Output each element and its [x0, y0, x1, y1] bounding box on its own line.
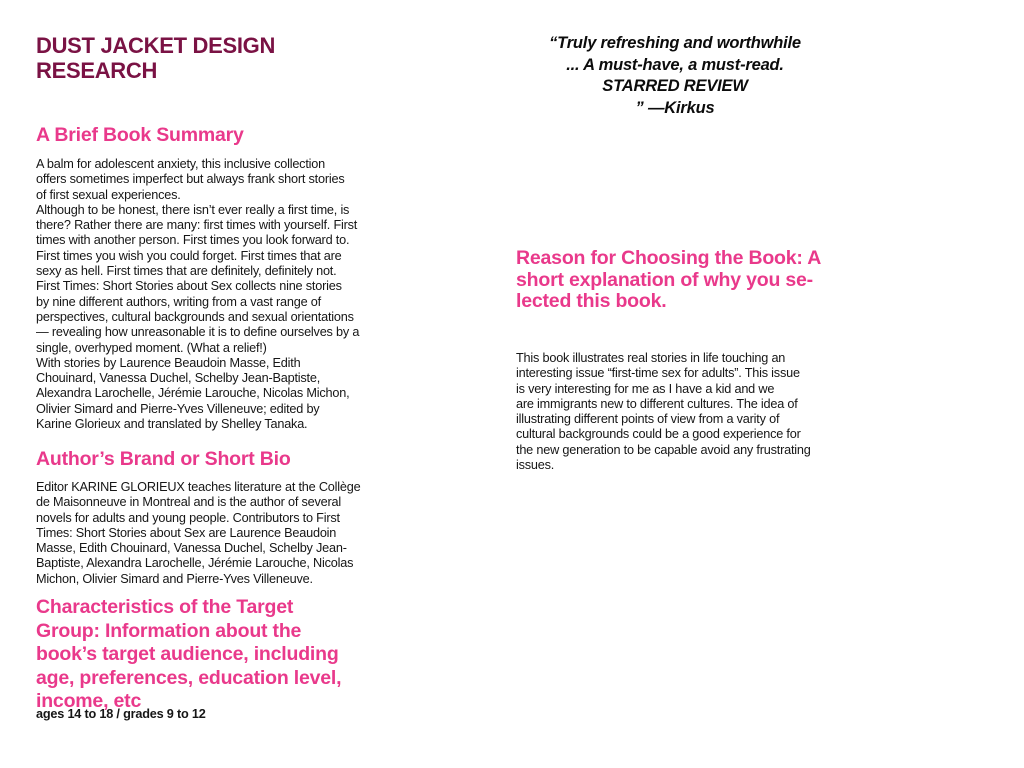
- summary-text: A balm for adolescent anxiety, this inclusive collection offers sometimes imperfect but always frank short stories of first sexual experiences. Although to be honest, there isn’t ever really a first time, is there? Rather there are many: first times with yourself. First times with another person. First times you look forward to. First times you wish you could forget. First times that are sexy as hell. First times that are definitely, definitely not. First Times: Short Stories about Sex collects nine stories by nine different authors, writing from a vast range of perspectives, cultural backgrounds and sexual orientations — revealing how unreasonable it is to define ourselves by a single, overhyped moment. (What a relief!) With stories by Laurence Beaudoin Masse, Edith Chouinard, Vanessa Duchel, Schelby Jean-Baptiste, Alexandra Larochelle, Jérémie Larouche, Nicolas Michon, Olivier Simard and Pierre-Yves Villeneuve; edited by Karine Glorieux and translated by Shelley Tanaka.: [36, 157, 360, 432]
- target-group-heading: Characteristics of the Target Group: Information about the book’s target audience, including age, preferences, education level, income, etc: [36, 596, 342, 712]
- review-quote: “Truly refreshing and worthwhile ... A must-have, a must-read. STARRED REVIEW ” —Kirkus: [549, 34, 801, 118]
- age-range-text: ages 14 to 18 / grades 9 to 12: [36, 707, 206, 721]
- reason-text: This book illustrates real stories in life touching an interesting issue “first-time sex for adults”. This issue is very interesting for me as I have a kid and we are immigrants new to different cultures. The idea of illustrating different points of view from a varity of cultural backgrounds could be a good experience for the new generation to be capable avoid any frustrating issues.: [516, 351, 811, 473]
- reason-heading: Reason for Choosing the Book: A short explanation of why you se- lected this book.: [516, 247, 822, 313]
- author-bio-text: Editor KARINE GLORIEUX teaches literature at the Collège de Maisonneuve in Montreal and is the author of several novels for adults and young people. Contributors to First Times: Short Stories about Sex are Laurence Beaudoin Masse, Edith Chouinard, Vanessa Duchel, Schelby Jean- Baptiste, Alexandra Larochelle, Jérémie Larouche, Nicolas Michon, Olivier Simard and Pierre-Yves Villeneuve.: [36, 480, 361, 586]
- summary-heading: A Brief Book Summary: [36, 124, 244, 146]
- author-bio-heading: Author’s Brand or Short Bio: [36, 448, 291, 470]
- page-title: DUST JACKET DESIGN RESEARCH: [36, 33, 276, 83]
